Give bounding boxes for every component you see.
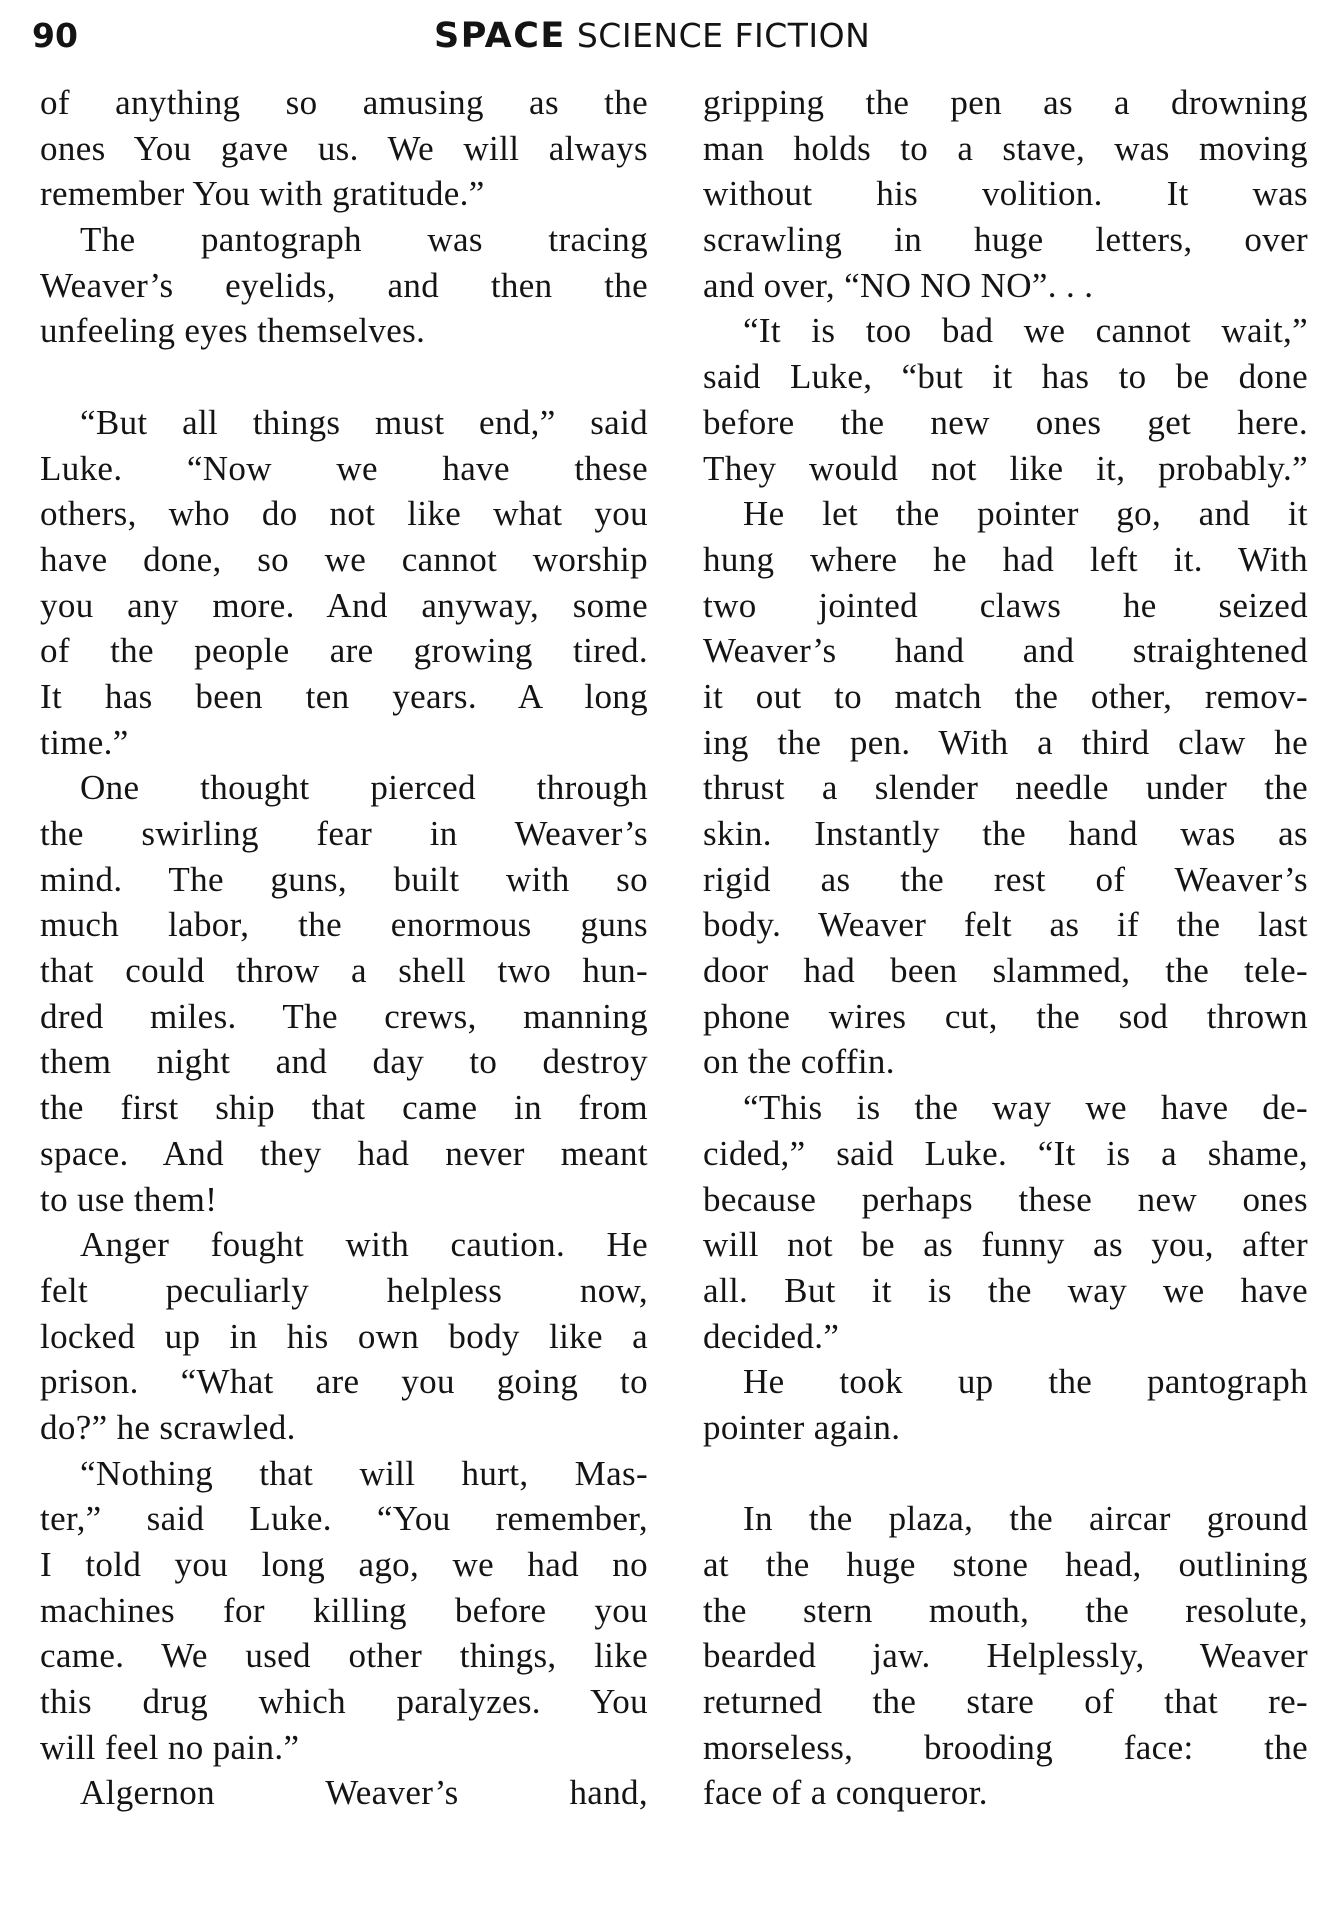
text-line: the swirling fear in Weaver’s: [40, 814, 648, 853]
text-line: Luke. “Now we have these: [40, 448, 648, 488]
text-line: at the huge stone head, outlining: [703, 1545, 1308, 1584]
text-line: face of a conqueror.: [703, 1773, 988, 1813]
text-line: He took up the pantograph: [743, 1362, 1308, 1402]
page-number: 90: [32, 16, 78, 55]
text-line: before the new ones get here.: [703, 402, 1308, 442]
text-line: They would not like it, probably.”: [703, 448, 1308, 488]
text-line: you any more. And anyway, some: [40, 585, 648, 625]
text-line: all. But it is the way we have: [703, 1270, 1308, 1310]
text-line: body. Weaver felt as if the last: [703, 905, 1308, 945]
text-line: phone wires cut, the sod thrown: [703, 996, 1308, 1036]
text-line: much labor, the enormous guns: [40, 905, 648, 945]
text-line: prison. “What are you going to: [40, 1362, 648, 1402]
text-line: Algernon Weaver’s hand,: [80, 1773, 648, 1813]
text-line: bearded jaw. Helplessly, Weaver: [703, 1636, 1308, 1676]
text-line: morseless, brooding face: the: [703, 1727, 1308, 1767]
text-line: do?” he scrawled.: [40, 1407, 296, 1447]
text-line: will not be as funny as you, after: [703, 1225, 1308, 1265]
text-line: One thought pierced through: [80, 768, 648, 808]
text-line: It has been ten years. A long: [40, 676, 648, 716]
text-line: The pantograph was tracing: [80, 220, 648, 260]
text-line: Weaver’s hand and straightened: [703, 631, 1308, 671]
text-line: “But all things must end,” said: [80, 402, 648, 442]
text-line: space. And they had never meant: [40, 1133, 648, 1173]
magazine-title-rest: SCIENCE FICTION: [576, 16, 871, 55]
text-line: returned the stare of that re-: [703, 1682, 1308, 1722]
text-line: time.”: [40, 722, 129, 762]
text-column-left: [40, 80, 648, 1816]
text-line: rigid as the rest of Weaver’s: [703, 859, 1308, 899]
running-head: [434, 16, 870, 56]
text-line: to use them!: [40, 1179, 218, 1219]
text-line: ter,” said Luke. “You remember,: [40, 1499, 648, 1539]
text-line: two jointed claws he seized: [703, 585, 1308, 625]
text-line: without his volition. It was: [703, 174, 1308, 214]
text-column-right: [703, 80, 1308, 1816]
magazine-title-space: SPACE: [434, 16, 566, 56]
text-line: In the plaza, the aircar ground: [743, 1499, 1308, 1539]
text-line: man holds to a stave, was moving: [703, 128, 1308, 168]
text-line: ones You gave us. We will always: [40, 128, 648, 168]
text-line: scrawling in huge letters, over: [703, 220, 1308, 260]
text-line: pointer again.: [703, 1407, 901, 1447]
text-line: on the coffin.: [703, 1042, 895, 1082]
paragraph-break: [40, 354, 648, 400]
text-line: cided,” said Luke. “It is a shame,: [703, 1133, 1308, 1173]
text-line: locked up in his own body like a: [40, 1316, 648, 1356]
text-line: it out to match the other, remov-: [703, 676, 1308, 716]
text-line: mind. The guns, built with so: [40, 859, 648, 899]
text-line: others, who do not like what you: [40, 494, 648, 534]
text-line: “This is the way we have de-: [743, 1088, 1308, 1128]
text-line: “It is too bad we cannot wait,”: [743, 311, 1308, 351]
text-line: dred miles. The crews, manning: [40, 996, 648, 1036]
text-line: I told you long ago, we had no: [40, 1545, 648, 1584]
text-line: hung where he had left it. With: [703, 539, 1308, 579]
text-line: remember You with gratitude.”: [40, 174, 485, 214]
text-line: because perhaps these new ones: [703, 1179, 1308, 1219]
text-line: that could throw a shell two hun-: [40, 951, 648, 991]
text-line: thrust a slender needle under the: [703, 768, 1308, 808]
text-line: gripping the pen as a drowning: [703, 83, 1308, 122]
text-line: have done, so we cannot worship: [40, 539, 648, 579]
text-line: door had been slammed, the tele-: [703, 951, 1308, 991]
text-line: the first ship that came in from: [40, 1088, 648, 1128]
text-line: them night and day to destroy: [40, 1042, 648, 1082]
text-line: said Luke, “but it has to be done: [703, 357, 1308, 397]
text-line: and over, “NO NO NO”. . .: [703, 265, 1094, 305]
text-line: “Nothing that will hurt, Mas-: [80, 1453, 648, 1493]
text-line: ing the pen. With a third claw he: [703, 722, 1308, 762]
text-line: decided.”: [703, 1316, 840, 1356]
paragraph-break: [703, 1451, 1308, 1497]
text-line: this drug which paralyzes. You: [40, 1682, 648, 1722]
text-line: came. We used other things, like: [40, 1636, 648, 1676]
text-line: machines for killing before you: [40, 1590, 648, 1630]
text-line: the stern mouth, the resolute,: [703, 1590, 1308, 1630]
text-line: He let the pointer go, and it: [743, 494, 1308, 534]
text-line: skin. Instantly the hand was as: [703, 814, 1308, 853]
text-line: felt peculiarly helpless now,: [40, 1270, 648, 1310]
text-line: of anything so amusing as the: [40, 83, 648, 122]
text-line: unfeeling eyes themselves.: [40, 311, 426, 351]
text-line: Anger fought with caution. He: [80, 1225, 648, 1265]
text-line: Weaver’s eyelids, and then the: [40, 265, 648, 305]
text-line: will feel no pain.”: [40, 1727, 300, 1767]
text-line: of the people are growing tired.: [40, 631, 648, 671]
